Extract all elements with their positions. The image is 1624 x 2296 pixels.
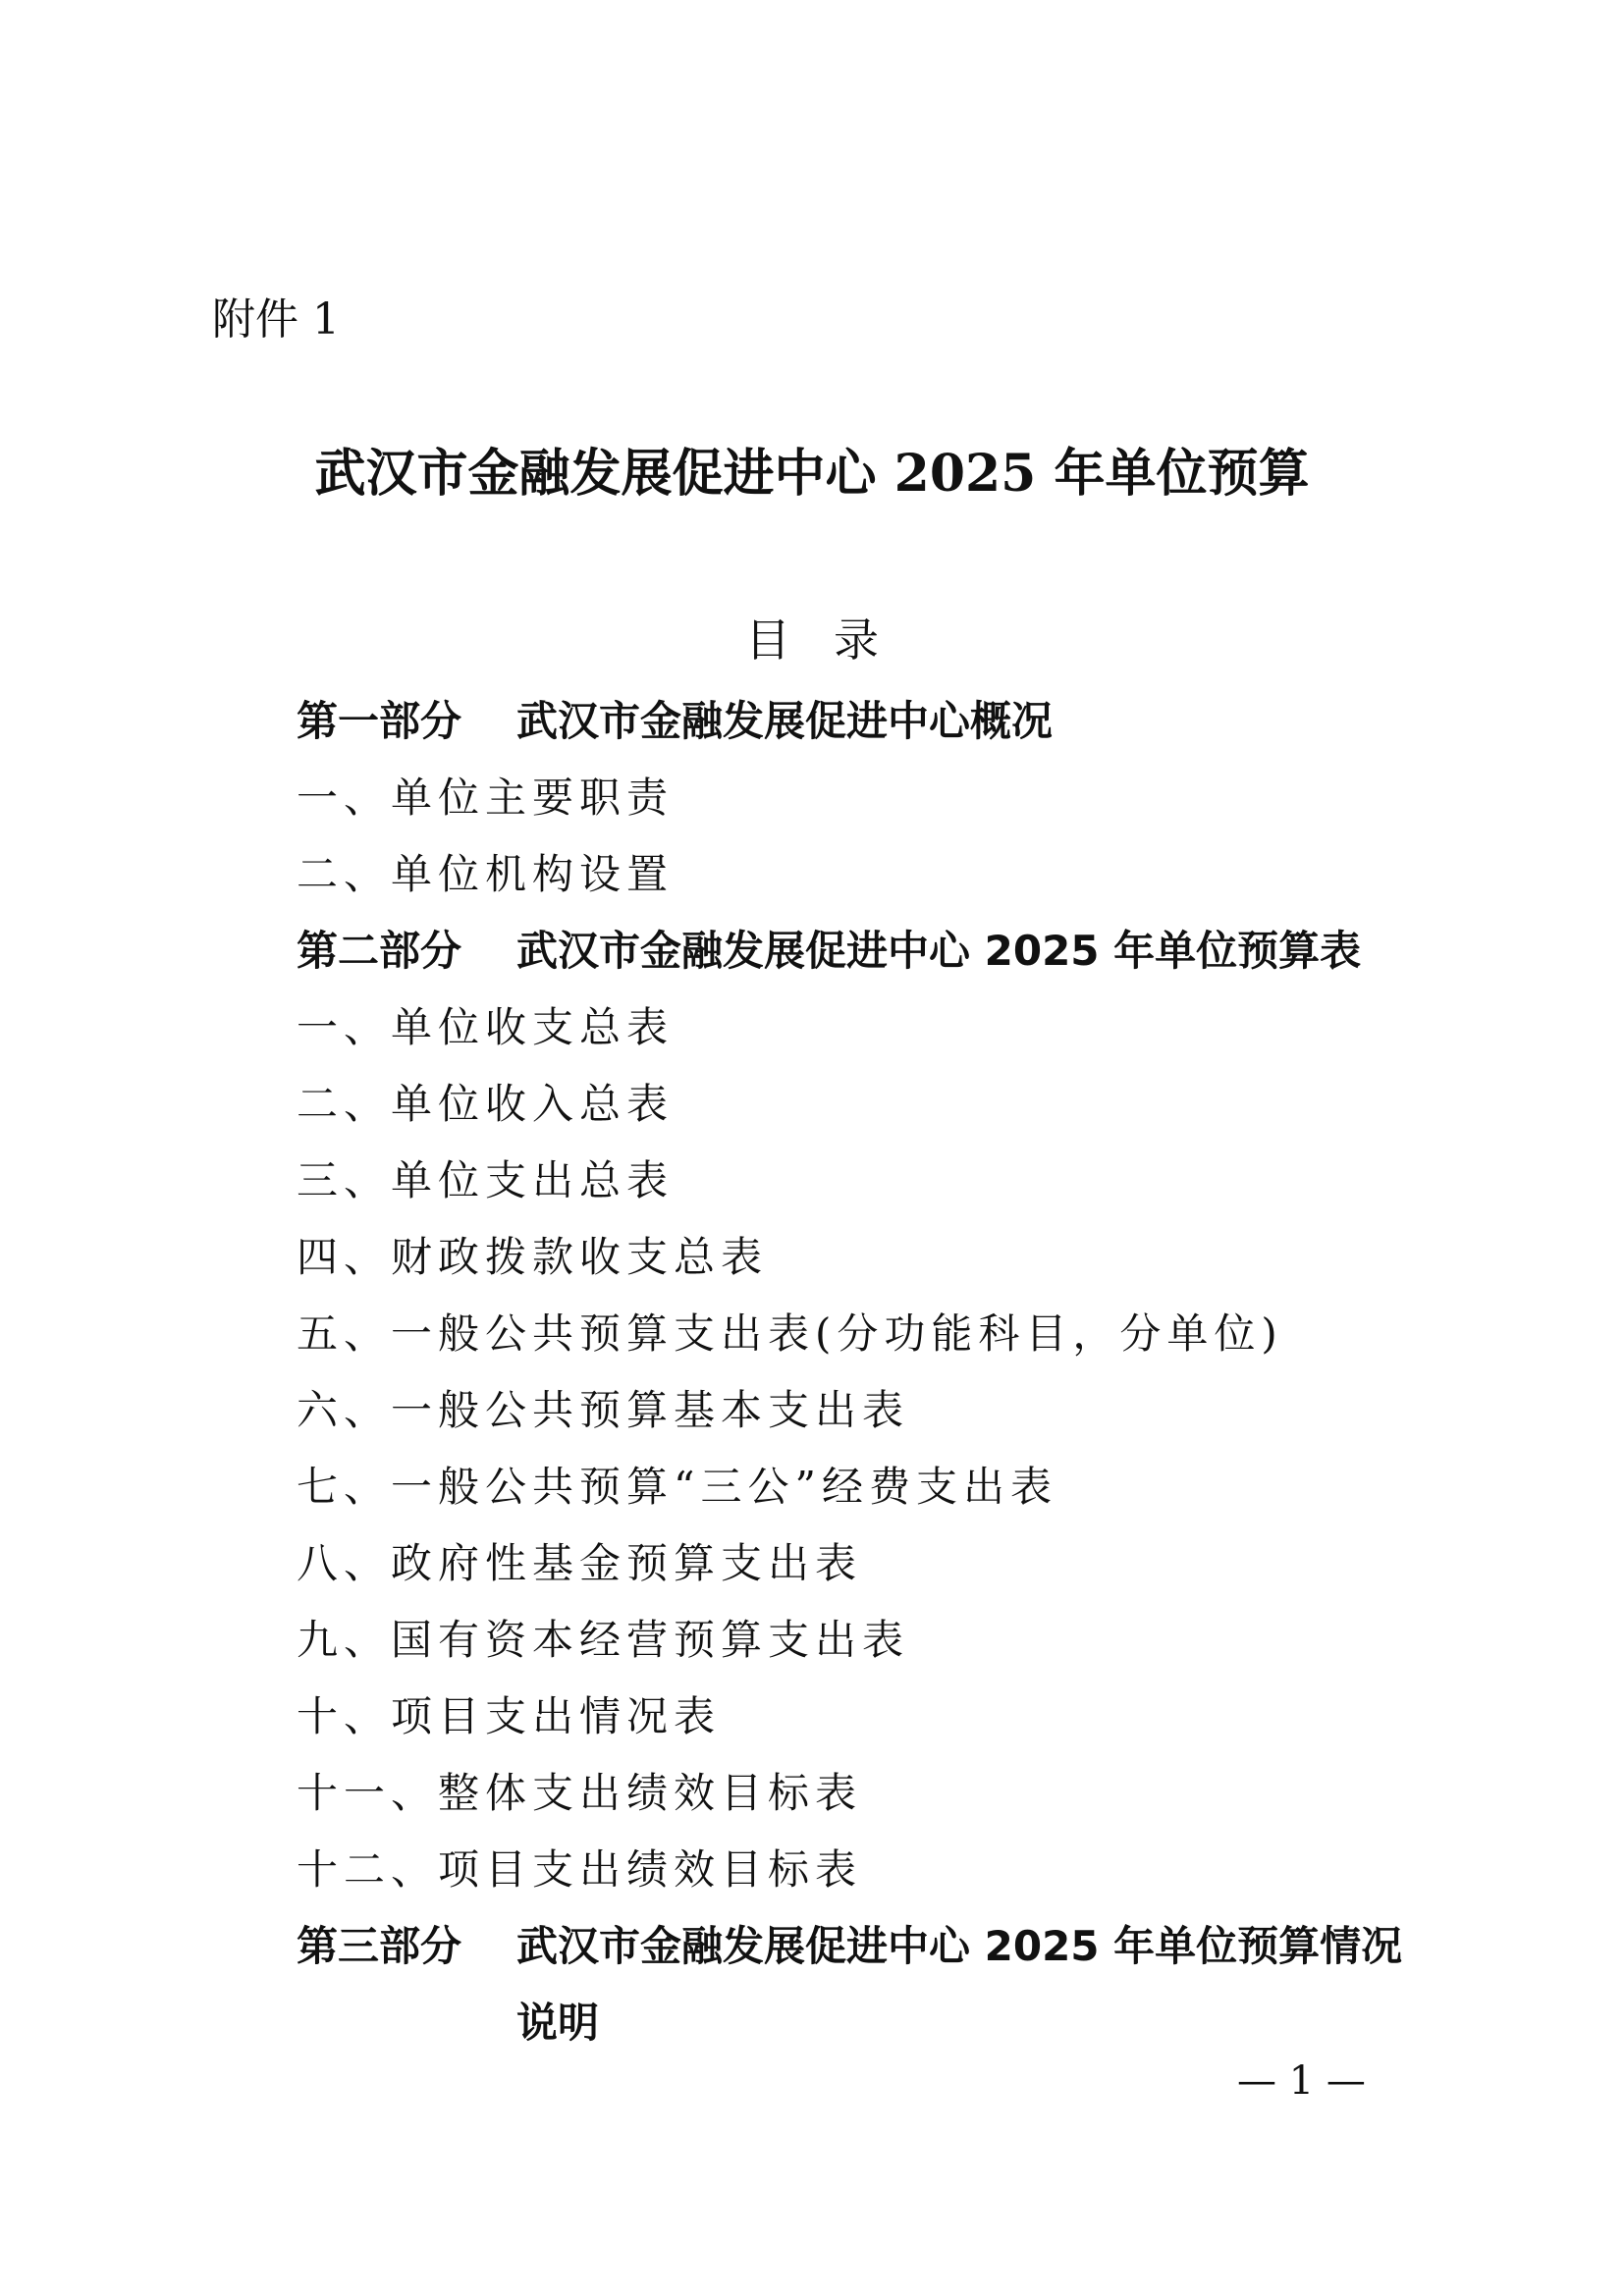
toc-part-3: [297, 1908, 1435, 2061]
toc-part-label: 第一部分: [297, 697, 462, 745]
toc-item: 一、单位收支总表: [297, 1003, 675, 1051]
toc-part-label: 第二部分: [297, 927, 462, 975]
toc-item: 六、一般公共预算基本支出表: [297, 1386, 910, 1434]
toc-part-1: [297, 683, 1435, 760]
toc-item: 二、单位收入总表: [297, 1080, 675, 1128]
toc-part-title: 武汉市金融发展促进中心 2025 年单位预算情况说明: [516, 1922, 1403, 2047]
table-of-contents: [297, 683, 1435, 2061]
toc-item: 九、国有资本经营预算支出表: [297, 1616, 910, 1664]
toc-heading: 目录: [745, 614, 922, 667]
toc-item: 十、项目支出情况表: [297, 1692, 722, 1740]
page-number: — 1 —: [1237, 2058, 1366, 2104]
toc-part-title: 武汉市金融发展促进中心概况: [516, 697, 1054, 745]
toc-part-label: 第三部分: [297, 1922, 462, 1970]
attachment-label: 附件 1: [212, 294, 340, 345]
toc-item: 一、单位主要职责: [297, 774, 675, 822]
toc-item: 八、政府性基金预算支出表: [297, 1539, 863, 1587]
document-title: 武汉市金融发展促进中心 2025 年单位预算: [314, 444, 1310, 504]
toc-item: 二、单位机构设置: [297, 850, 675, 898]
toc-item: 七、一般公共预算“三公”经费支出表: [297, 1463, 1057, 1511]
toc-part-2: [297, 913, 1435, 989]
toc-item: 十二、项目支出绩效目标表: [297, 1845, 863, 1894]
toc-item: 十一、整体支出绩效目标表: [297, 1769, 863, 1817]
toc-item: 三、单位支出总表: [297, 1156, 675, 1204]
toc-item: 四、财政拨款收支总表: [297, 1233, 769, 1281]
toc-item: 五、一般公共预算支出表(分功能科目，分单位): [297, 1309, 1283, 1358]
toc-part-title: 武汉市金融发展促进中心 2025 年单位预算表: [516, 927, 1362, 975]
